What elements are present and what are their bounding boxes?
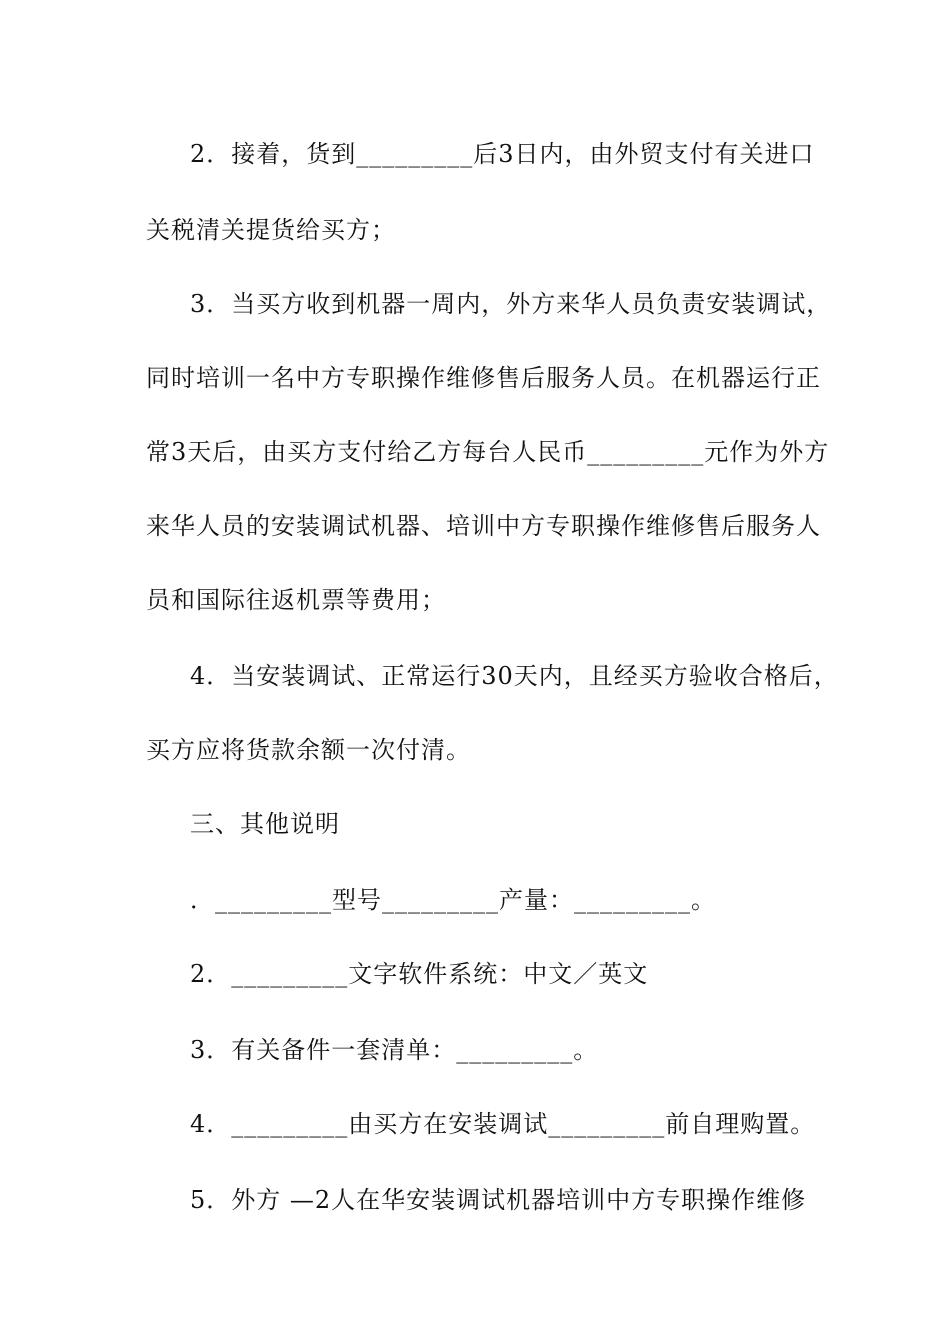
section-heading-other-notes: 三、其他说明 — [190, 810, 340, 838]
paragraph-4-line-1: 4．当安装调试、正常运行30天内，且经买方验收合格后， — [190, 662, 839, 690]
paragraph-3-line-4: 来华人员的安装调试机器、培训中方专职操作维修售后服务人 — [146, 512, 821, 540]
paragraph-3-line-3: 常3天后，由买方支付给乙方每台人民币_________元作为外方 — [146, 438, 830, 466]
other-notes-item-4: 4．_________由买方在安装调试_________前自理购置。 — [190, 1110, 816, 1138]
other-notes-item-2: 2．_________文字软件系统：中文／英文 — [190, 960, 649, 988]
paragraph-3-line-5: 员和国际往返机票等费用； — [146, 586, 446, 614]
other-notes-item-5: 5．外方 —2人在华安装调试机器培训中方专职操作维修 — [190, 1186, 807, 1214]
paragraph-3-line-2: 同时培训一名中方专职操作维修售后服务人员。在机器运行正 — [146, 364, 821, 392]
paragraph-3-line-1: 3．当买方收到机器一周内，外方来华人员负责安装调试， — [190, 290, 832, 318]
other-notes-item-3: 3．有关备件一套清单：_________。 — [190, 1036, 599, 1064]
paragraph-4-line-2: 买方应将货款余额一次付清。 — [146, 736, 471, 764]
other-notes-item-model-output: ．_________型号_________产量：_________。 — [190, 886, 716, 914]
paragraph-2-line-1: 2．接着，货到_________后3日内，由外贸支付有关进口 — [190, 140, 815, 168]
paragraph-2-line-2: 关税清关提货给买方； — [146, 216, 396, 244]
